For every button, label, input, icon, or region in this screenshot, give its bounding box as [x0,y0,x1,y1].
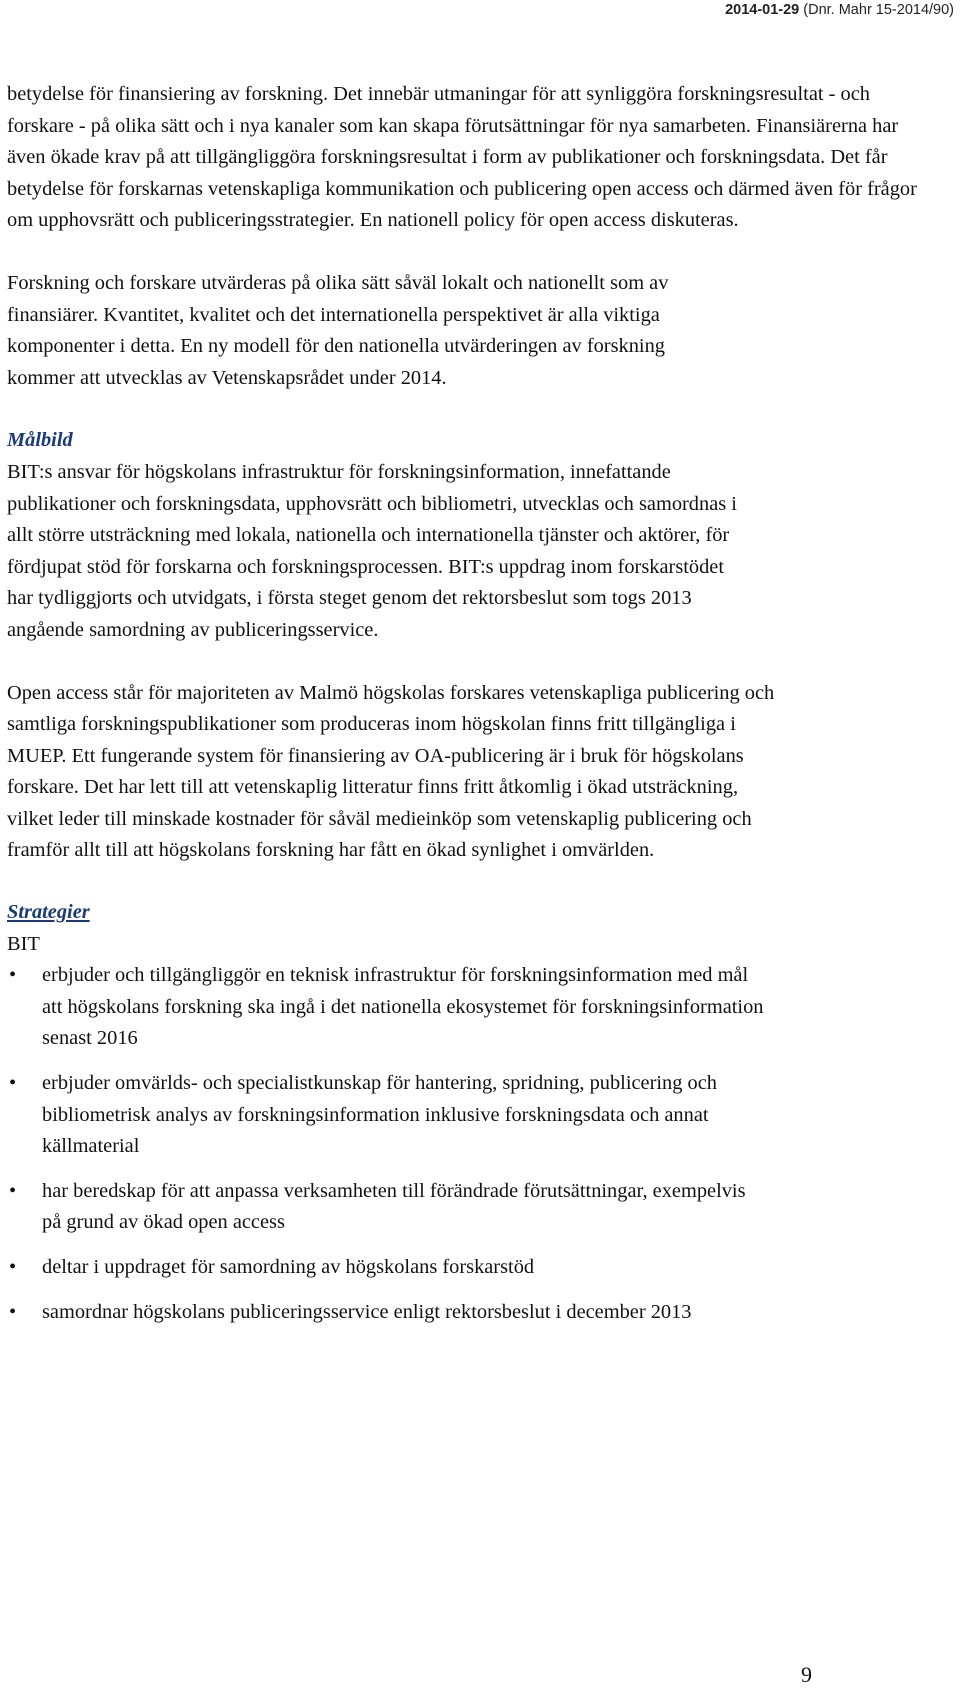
list-item [7,1252,767,1284]
paragraph-research-funding: betydelse för finansiering av forskning. Det innebär utmaningar för att synliggöra forskningsresultat - och forskare - på olika sätt och i nya kanaler som kan skapa förutsättningar för nya samarbeten. Finansiärerna har även ökade krav på att tillgängliggöra forskningsresultat i form av publikationer och forskningsdata. Det får betydelse för forskarnas vetenskapliga kommunikation och publicering open access och därmed även för frågor om upphovsrätt och publiceringsstrategier. En nationell policy för open access diskuteras. [7,83,917,232]
page-number: 9 [801,1662,812,1687]
bullet-icon: • [9,1179,17,1202]
list-item [7,1068,767,1163]
bullet-icon: • [9,1072,17,1095]
list-item-text: har beredskap för att anpassa verksamheten till förändrade förutsättningar, exempelvis på grund av ökad open access [42,1179,746,1234]
paragraph-research-evaluation: Forskning och forskare utvärderas på olika sätt såväl lokalt och nationellt som av finansiärer. Kvantitet, kvalitet och det internationella perspektivet är alla viktiga komponenter i detta. En ny modell för den nationella utvärderingen av forskning kommer att utvecklas av Vetenskapsrådet under 2014. [7,271,669,389]
list-item-text: erbjuder och tillgängliggör en teknisk infrastruktur för forskningsinformation med mål att högskolans forskning ska ingå i det nationella ekosystemet för forskningsinformation senast 2016 [42,964,764,1050]
strategy-list [7,960,767,1328]
header-date: 2014-01-29 [725,2,800,18]
list-item [7,960,767,1055]
section-heading-strategier: Strategier [7,901,90,924]
bullet-icon: • [9,1256,17,1278]
paragraph-open-access: Open access står för majoriteten av Malmö högskolas forskares vetenskapliga publicering och samtliga forskningspublikationer som produceras inom högskolan finns fritt tillgängliga i MUEP. Ett fungerande system för finansiering av OA-publicering är i bruk för högskolans forskare. Det har lett till att vetenskaplig litteratur finns fritt åtkomlig i ökad utsträckning, vilket leder till minskade kostnader för såväl medieinköp som vetenskaplig publicering och framför allt till att högskolans forskning har fått en ökad synlighet i omvärlden. [7,681,775,862]
list-item-text: samordnar högskolans publiceringsservice enligt rektorsbeslut i december 2013 [42,1300,692,1323]
paragraph-bit-responsibility: BIT:s ansvar för högskolans infrastruktur för forskningsinformation, innefattande publikationer och forskningsdata, upphovsrätt och bibliometri, utvecklas och samordnas i allt större utsträckning med lokala, nationella och internationella tjänster och aktörer, för fördjupat stöd för forskarna och forskningsprocessen. BIT:s uppdrag inom forskarstödet har tydliggjorts och utvidgats, i första steget genom det rektorsbeslut som togs 2013 angående samordning av publiceringsservice. [7,460,737,641]
list-item [7,1297,767,1329]
list-item [7,1176,767,1239]
list-item-text: erbjuder omvärlds- och specialistkunskap för hantering, spridning, publicering och bibliometrisk analys av forskningsinformation inklusive forskningsdata och annat källmaterial [42,1072,717,1158]
document-body [7,79,952,1341]
header-reference: (Dnr. Mahr 15-2014/90) [803,2,954,18]
list-item-text: deltar i uppdraget för samordning av högskolans forskarstöd [42,1256,535,1278]
bullet-icon: • [9,964,17,987]
section-heading-malbild: Målbild [7,429,73,452]
document-header [725,2,954,18]
bit-label: BIT [7,932,40,955]
bullet-icon: • [9,1300,17,1323]
